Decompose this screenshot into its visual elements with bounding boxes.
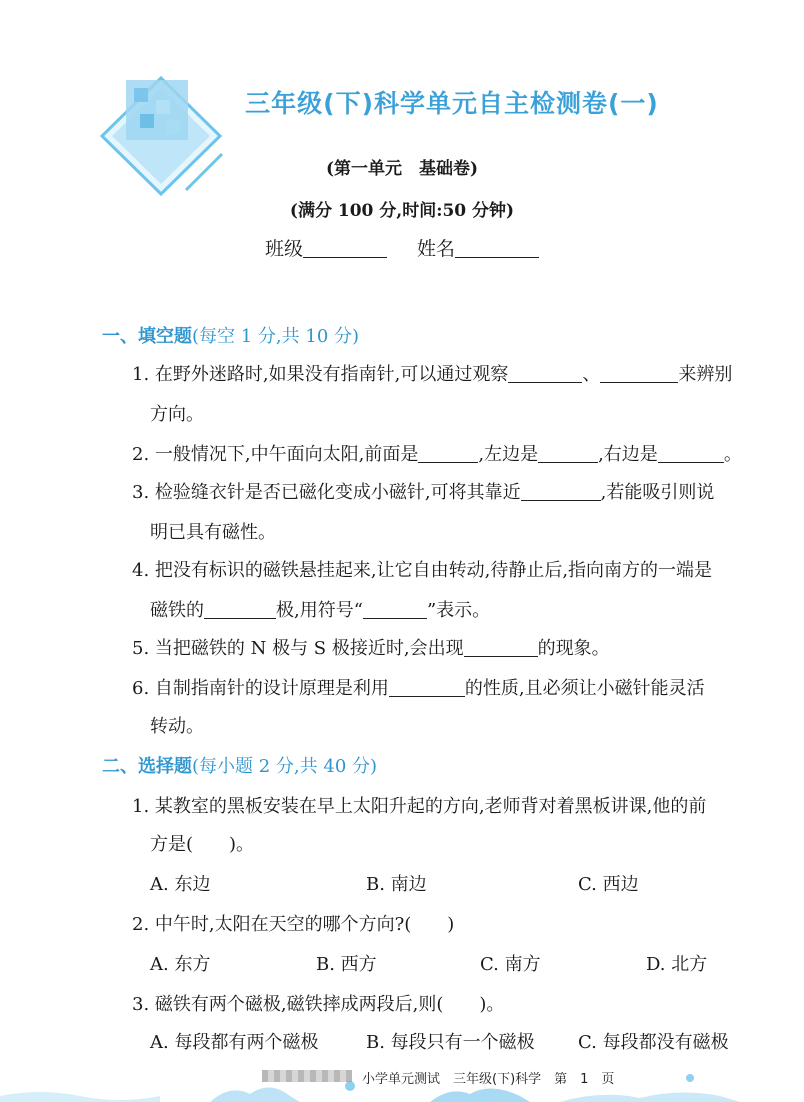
page-title: 三年级(下)科学单元自主检测卷(一) — [245, 89, 659, 118]
question-text: 6. 自制指南针的设计原理是利用 — [132, 678, 389, 699]
fill-question-2 — [132, 440, 742, 466]
question-text: 的现象。 — [537, 638, 610, 659]
question-text: ”表示。 — [426, 600, 491, 621]
choice-option[interactable]: A. 东边 — [150, 874, 211, 895]
answer-blank[interactable] — [658, 444, 724, 463]
fill-question-3-cont: 明已具有磁性。 — [150, 522, 276, 543]
section-2-heading — [102, 752, 377, 778]
choice-option[interactable]: B. 西方 — [316, 954, 377, 975]
choice-option[interactable]: A. 东方 — [150, 954, 211, 975]
question-text: 2. 一般情况下,中午面向太阳,前面是 — [132, 444, 419, 465]
choice-question-1-cont: 方是( )。 — [150, 834, 255, 855]
fill-question-4 — [132, 556, 712, 582]
name-label: 姓名 — [417, 238, 456, 260]
fill-question-1 — [132, 360, 732, 386]
question-text: 5. 当把磁铁的 N 极与 S 极接近时,会出现 — [132, 638, 464, 659]
name-blank[interactable] — [455, 238, 539, 258]
fill-question-6 — [132, 674, 705, 700]
choice-option[interactable]: A. 每段都有两个磁极 — [150, 1032, 319, 1053]
question-text: ,左边是 — [478, 444, 539, 465]
question-text: ,若能吸引则说 — [600, 482, 715, 503]
question-text: 。 — [723, 444, 742, 465]
answer-blank[interactable] — [418, 444, 478, 463]
answer-blank[interactable] — [363, 600, 427, 619]
blurred-logo — [262, 1070, 352, 1082]
section-1-heading — [102, 322, 359, 348]
choice-option[interactable]: C. 西边 — [578, 874, 639, 895]
question-text: ,右边是 — [598, 444, 658, 465]
score-time-info: (满分 100 分,时间:50 分钟) — [289, 201, 515, 221]
section-2-title: 二、选择题 — [102, 756, 192, 777]
subtitle: (第一单元 基础卷) — [325, 159, 479, 179]
choice-option[interactable]: D. 北方 — [646, 954, 708, 975]
question-text: 3. 检验缝衣针是否已磁化变成小磁针,可将其靠近 — [132, 482, 521, 503]
choice-question-1: 1. 某教室的黑板安装在早上太阳升起的方向,老师背对着黑板讲课,他的前 — [132, 796, 707, 817]
choice-question-3: 3. 磁铁有两个磁极,磁铁摔成两段后,则( )。 — [132, 994, 505, 1015]
fill-question-6-cont: 转动。 — [150, 716, 204, 737]
section-2-note: (每小题 2 分,共 40 分) — [192, 756, 378, 777]
section-1-title: 一、填空题 — [102, 326, 192, 347]
class-name-line — [0, 234, 804, 261]
choice-option[interactable]: C. 每段都没有磁极 — [578, 1032, 729, 1053]
choice-option[interactable]: C. 南方 — [480, 954, 541, 975]
answer-blank[interactable] — [204, 600, 276, 619]
fill-question-1-cont: 方向。 — [150, 404, 204, 425]
answer-blank[interactable] — [538, 444, 598, 463]
question-text: 4. 把没有标识的磁铁悬挂起来,让它自由转动,待静止后,指向南方的一端是 — [132, 560, 713, 581]
class-label: 班级 — [264, 238, 303, 260]
question-text: 极,用符号“ — [276, 600, 363, 621]
answer-blank[interactable] — [464, 638, 538, 657]
question-text: 、 — [582, 364, 601, 385]
fill-question-4-cont — [150, 596, 490, 622]
answer-blank[interactable] — [389, 678, 465, 697]
choice-option[interactable]: B. 每段只有一个磁极 — [366, 1032, 535, 1053]
question-text: 的性质,且必须让小磁针能灵活 — [464, 678, 705, 699]
footer-text: 小学单元测试 三年级(下)科学 第 1 页 — [362, 1072, 615, 1087]
section-1-note: (每空 1 分,共 10 分) — [192, 326, 360, 347]
question-text: 1. 在野外迷路时,如果没有指南针,可以通过观察 — [132, 364, 509, 385]
fill-question-3 — [132, 478, 714, 504]
answer-blank[interactable] — [508, 364, 582, 383]
answer-blank[interactable] — [600, 364, 678, 383]
fill-question-5 — [132, 634, 610, 660]
question-text: 磁铁的 — [150, 600, 204, 621]
choice-question-2: 2. 中午时,太阳在天空的哪个方向?( ) — [132, 914, 455, 935]
choice-option[interactable]: B. 南边 — [366, 874, 427, 895]
class-blank[interactable] — [303, 238, 387, 258]
answer-blank[interactable] — [521, 482, 601, 501]
question-text: 来辨别 — [678, 364, 733, 385]
